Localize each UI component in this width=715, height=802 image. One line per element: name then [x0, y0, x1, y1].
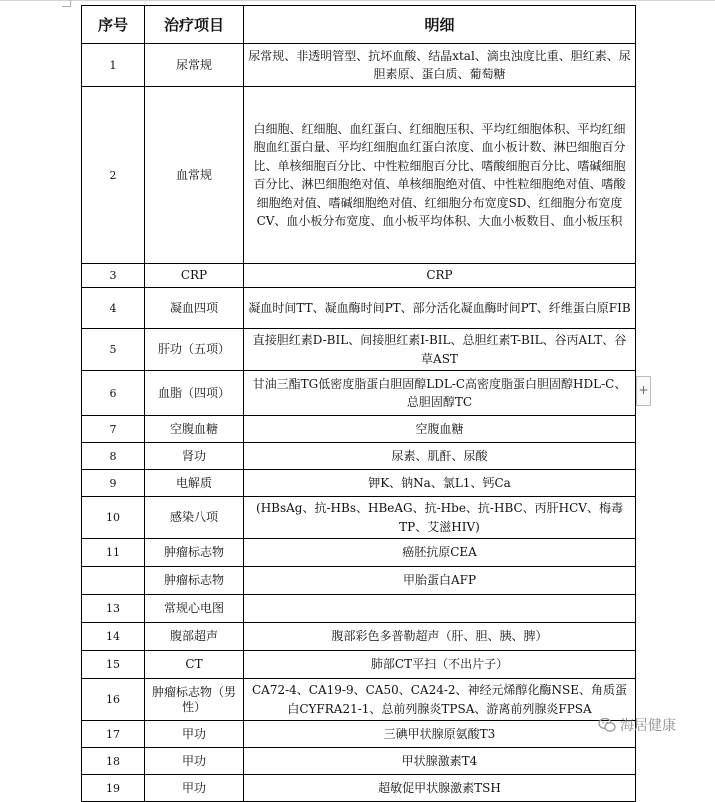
row-no: 13: [82, 595, 145, 623]
row-no: 9: [82, 470, 145, 497]
row-detail: CA72-4、CA19-9、CA50、CA24-2、神经元烯醇化酶NSE、角质蛋白CYFRA21-1、总前列腺炎TPSA、游离前列腺炎FPSA: [244, 679, 636, 721]
page-top-edge: [0, 0, 715, 4]
row-item: 常规心电图: [145, 595, 244, 623]
row-no: 14: [82, 623, 145, 651]
row-detail: 空腹血糖: [244, 416, 636, 443]
row-item: 肿瘤标志物: [145, 539, 244, 567]
table-row: [82, 470, 636, 497]
row-detail: 甲状腺激素T4: [244, 748, 636, 775]
row-detail: CRP: [244, 264, 636, 288]
table-row: [82, 748, 636, 775]
row-item: 甲功: [145, 748, 244, 775]
table-header-row: [82, 6, 636, 44]
row-item: 甲功: [145, 721, 244, 748]
row-no: 17: [82, 721, 145, 748]
table-row: [82, 443, 636, 470]
row-item: 感染八项: [145, 497, 244, 539]
row-no: 2: [82, 87, 145, 264]
table-row: [82, 567, 636, 595]
table-row: [82, 651, 636, 679]
row-no: 19: [82, 775, 145, 802]
row-item: CRP: [145, 264, 244, 288]
row-item: 甲功: [145, 775, 244, 802]
header-no: 序号: [82, 6, 145, 44]
header-detail: 明细: [244, 6, 636, 44]
row-detail: 甘油三酯TG低密度脂蛋白胆固醇LDL-C高密度脂蛋白胆固醇HDL-C、总胆固醇TC: [244, 371, 636, 416]
row-item: 腹部超声: [145, 623, 244, 651]
row-no: 8: [82, 443, 145, 470]
row-item: 电解质: [145, 470, 244, 497]
table-row: [82, 416, 636, 443]
table-row: [82, 44, 636, 87]
row-detail: 尿常规、非透明管型、抗坏血酸、结晶xtal、滴虫浊度比重、胆红素、尿胆素原、蛋白质、葡萄糖: [244, 44, 636, 87]
row-item: 肿瘤标志物: [145, 567, 244, 595]
row-item: 肝功（五项）: [145, 329, 244, 371]
wechat-watermark: [598, 714, 676, 736]
row-no: 15: [82, 651, 145, 679]
row-item: 尿常规: [145, 44, 244, 87]
row-detail: [244, 595, 636, 623]
header-item: 治疗项目: [145, 6, 244, 44]
row-detail: 超敏促甲状腺激素TSH: [244, 775, 636, 802]
row-detail: 白细胞、红细胞、血红蛋白、红细胞压积、平均红细胞体积、平均红细胞血红蛋白量、平均红细胞血红蛋白浓度、血小板计数、淋巴细胞百分比、单核细胞百分比、中性粒细胞百分比、嗜酸细胞百分比、嗜碱细胞百分比、淋巴细胞绝对值、单核细胞绝对值、中性粒细胞绝对值、嗜酸细胞绝对值、嗜碱细胞绝对值、红细胞分布宽度SD、红细胞分布宽度CV、血小板分布宽度、血小板平均体积、大血小板数目、血小板压积: [244, 87, 636, 264]
table-row: [82, 623, 636, 651]
row-detail: 凝血时间TT、凝血酶时间PT、部分活化凝血酶时间PT、纤维蛋白原FIB: [244, 288, 636, 329]
row-detail: 甲胎蛋白AFP: [244, 567, 636, 595]
row-no: 16: [82, 679, 145, 721]
table-row: [82, 775, 636, 802]
row-no: 11: [82, 539, 145, 567]
row-no: [82, 567, 145, 595]
row-detail: 直接胆红素D-BIL、间接胆红素I-BIL、总胆红素T-BIL、谷丙ALT、谷草AST: [244, 329, 636, 371]
row-item: 凝血四项: [145, 288, 244, 329]
row-no: 5: [82, 329, 145, 371]
table-row: [82, 595, 636, 623]
plus-icon: +: [638, 383, 649, 397]
row-no: 10: [82, 497, 145, 539]
page-corner-mark: [62, 0, 71, 7]
table-row: [82, 679, 636, 721]
row-no: 1: [82, 44, 145, 87]
row-item: 血脂（四项）: [145, 371, 244, 416]
table-row: [82, 721, 636, 748]
watermark-text: 海居健康: [620, 718, 676, 734]
table-row: [82, 87, 636, 264]
row-detail: 钾K、钠Na、氯L1、钙Ca: [244, 470, 636, 497]
row-no: 3: [82, 264, 145, 288]
row-item: 血常规: [145, 87, 244, 264]
row-no: 7: [82, 416, 145, 443]
row-item: 肿瘤标志物（男性）: [145, 679, 244, 721]
table-row: [82, 497, 636, 539]
row-no: 18: [82, 748, 145, 775]
row-item: 空腹血糖: [145, 416, 244, 443]
table-row: [82, 539, 636, 567]
row-item: 肾功: [145, 443, 244, 470]
table-row: [82, 288, 636, 329]
table-row: [82, 329, 636, 371]
row-detail: (HBsAg、抗-HBs、HBeAG、抗-Hbe、抗-HBC、丙肝HCV、梅毒TP、艾滋HIV): [244, 497, 636, 539]
row-item: CT: [145, 651, 244, 679]
table-row: [82, 264, 636, 288]
row-no: 6: [82, 371, 145, 416]
add-row-button[interactable]: [636, 376, 651, 406]
table-row: [82, 371, 636, 416]
row-detail: 三碘甲状腺原氨酸T3: [244, 721, 636, 748]
row-detail: 尿素、肌酐、尿酸: [244, 443, 636, 470]
exam-items-table: [81, 5, 636, 802]
wechat-icon: [598, 717, 616, 733]
row-detail: 肺部CT平扫（不出片子）: [244, 651, 636, 679]
row-no: 4: [82, 288, 145, 329]
row-detail: 腹部彩色多普勒超声（肝、胆、胰、脾）: [244, 623, 636, 651]
row-detail: 癌胚抗原CEA: [244, 539, 636, 567]
